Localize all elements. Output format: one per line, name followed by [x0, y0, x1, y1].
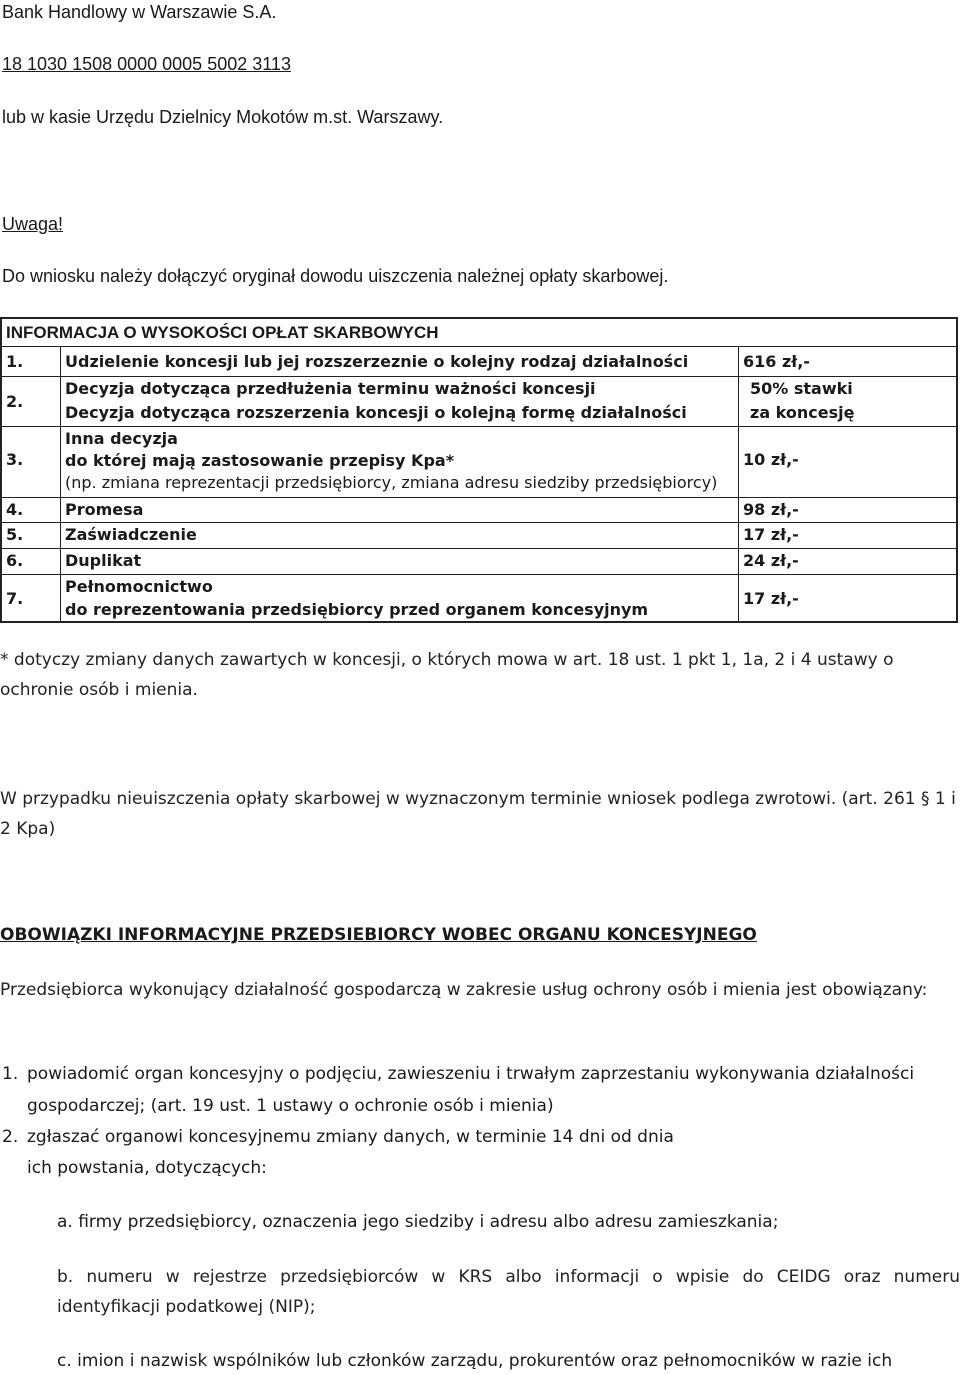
row-2-text-line2: Decyzja dotycząca rozszerzenia koncesji o kolejną formę działalności [65, 403, 687, 422]
row-7-number: 7. [6, 589, 24, 608]
row-6-fee: 24 zł,- [743, 551, 799, 570]
sub-item-a: a. firmy przedsiębiorcy, oznaczenia jego siedziby i adresu albo adresu zamieszkania; [57, 1212, 779, 1232]
row-5-number: 5. [6, 525, 24, 544]
obligations-heading: OBOWIĄZKI INFORMACYJNE PRZEDSIEBIORCY WOBEC ORGANU KONCESYJNEGO [0, 925, 757, 945]
row-7-text-line1: Pełnomocnictwo [65, 577, 213, 596]
obligations-intro: Przedsiębiorca wykonujący działalność gospodarczą w zakresie usług ochrony osób i mienia jest obowiązany: [0, 980, 928, 1000]
row-7-text-line2: do reprezentowania przedsiębiorcy przed organem koncesyjnym [65, 600, 649, 619]
sub-item-c: c. imion i nazwisk wspólników lub członków zarządu, prokurentów oraz pełnomocników w razie ich [57, 1351, 893, 1371]
table-divider [2, 426, 956, 427]
table-column-divider [60, 347, 61, 621]
account-number: 18 1030 1508 0000 0005 5002 3113 [2, 54, 291, 74]
row-7-fee: 17 zł,- [743, 589, 799, 608]
item-2-line1: zgłaszać organowi koncesyjnemu zmiany danych, w terminie 14 dni od dnia [27, 1127, 674, 1147]
table-divider [2, 522, 956, 523]
office-line: lub w kasie Urzędu Dzielnicy Mokotów m.st. Warszawy. [2, 107, 444, 127]
warning-label: Uwaga! [2, 214, 64, 234]
table-divider [2, 548, 956, 549]
row-2-fee-line2: za koncesję [750, 403, 855, 422]
row-1-number: 1. [6, 352, 24, 371]
warning-text: Do wniosku należy dołączyć oryginał dowodu uiszczenia należnej opłaty skarbowej. [2, 266, 669, 286]
row-3-text-line3: (np. zmiana reprezentacji przedsiębiorcy, zmiana adresu siedziby przedsiębiorcy) [65, 473, 718, 492]
fee-table-title: INFORMACJA O WYSOKOŚCI OPŁAT SKARBOWYCH [6, 323, 439, 342]
fee-table [0, 317, 958, 623]
sub-item-b: b. numeru w rejestrze przedsiębiorców w KRS albo informacji o wpisie do CEIDG oraz numeru identyfikacji podatkowej (NIP); [57, 1267, 960, 1317]
row-6-number: 6. [6, 551, 24, 570]
row-5-text: Zaświadczenie [65, 525, 197, 544]
row-3-fee: 10 zł,- [743, 450, 799, 469]
row-4-number: 4. [6, 500, 24, 519]
row-2-number: 2. [6, 392, 24, 411]
row-3-text-line1: Inna decyzja [65, 429, 178, 448]
row-1-text: Udzielenie koncesji lub jej rozszerzeznie o kolejny rodzaj działalności [65, 352, 689, 371]
table-divider [2, 574, 956, 575]
bank-name: Bank Handlowy w Warszawie S.A. [2, 2, 277, 22]
item-1-number: 1. [2, 1064, 19, 1084]
row-4-text: Promesa [65, 500, 144, 519]
table-divider [2, 376, 956, 377]
table-divider [2, 346, 956, 347]
table-column-divider [738, 347, 739, 621]
row-1-fee: 616 zł,- [743, 352, 810, 371]
item-2-line2: ich powstania, dotyczących: [27, 1158, 267, 1178]
row-4-fee: 98 zł,- [743, 500, 799, 519]
item-1-line2: gospodarczej; (art. 19 ust. 1 ustawy o ochronie osób i mienia) [27, 1096, 554, 1116]
refund-note: W przypadku nieuiszczenia opłaty skarbowej w wyznaczonym terminie wniosek podlega zwrotowi. (art. 261 § 1 i 2 Kpa) [0, 789, 956, 839]
table-divider [2, 497, 956, 498]
row-6-text: Duplikat [65, 551, 142, 570]
footnote: * dotyczy zmiany danych zawartych w koncesji, o których mowa w art. 18 ust. 1 pkt 1, 1a, 2 i 4 ustawy o ochronie osób i mienia. [0, 650, 894, 700]
item-2-number: 2. [2, 1127, 19, 1147]
row-3-text-line2: do której mają zastosowanie przepisy Kpa* [65, 451, 455, 470]
row-2-text-line1: Decyzja dotycząca przedłużenia terminu ważności koncesji [65, 379, 596, 398]
row-2-fee-line1: 50% stawki [750, 379, 853, 398]
row-5-fee: 17 zł,- [743, 525, 799, 544]
item-1-line1: powiadomić organ koncesyjny o podjęciu, zawieszeniu i trwałym zaprzestaniu wykonywania działalności [27, 1064, 915, 1084]
row-3-number: 3. [6, 450, 24, 469]
